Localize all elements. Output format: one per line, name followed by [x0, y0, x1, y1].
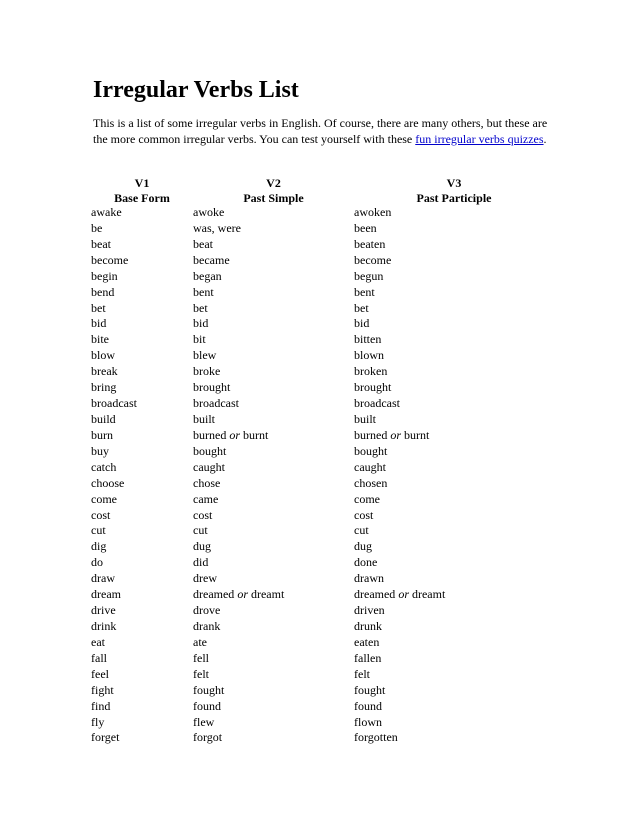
base-form-cell: find	[91, 698, 111, 713]
base-form-cell: awake	[91, 205, 122, 219]
table-row	[91, 332, 564, 348]
past-simple-cell: broadcast	[193, 396, 239, 411]
table-row	[91, 635, 564, 651]
table-row	[91, 555, 564, 571]
table-row	[91, 667, 564, 683]
base-form-cell: cost	[91, 507, 111, 522]
past-simple-cell: bit	[193, 332, 206, 347]
past-participle-cell: been	[354, 220, 377, 235]
base-form-cell: begin	[91, 268, 118, 283]
past-participle-cell: caught	[354, 459, 386, 474]
column-header-v1	[91, 176, 193, 205]
base-form-cell: draw	[91, 571, 115, 586]
table-row	[91, 237, 564, 253]
base-form-cell: fight	[91, 682, 114, 697]
past-participle-cell: broadcast	[354, 396, 400, 411]
past-simple-cell: bought	[193, 443, 227, 458]
past-simple-cell: chose	[193, 475, 221, 490]
past-participle-cell: flown	[354, 714, 382, 729]
past-participle-cell: cost	[354, 507, 374, 522]
table-row	[91, 269, 564, 285]
past-simple-cell: broke	[193, 364, 221, 379]
table-row	[91, 221, 564, 237]
past-simple-cell: bent	[193, 284, 214, 299]
past-simple-cell: caught	[193, 459, 225, 474]
base-form-cell: come	[91, 491, 117, 506]
table-row	[91, 699, 564, 715]
base-form-cell: be	[91, 220, 103, 235]
table-row	[91, 428, 564, 444]
past-simple-cell: brought	[193, 380, 231, 395]
past-participle-cell: dreamed or dreamt	[354, 587, 446, 602]
quiz-link[interactable]: fun irregular verbs quizzes	[415, 131, 544, 146]
base-form-cell: dream	[91, 587, 121, 602]
table-row	[91, 444, 564, 460]
past-simple-cell: bet	[193, 300, 208, 315]
column-code: V3	[446, 176, 462, 190]
base-form-cell: drive	[91, 603, 116, 618]
past-participle-cell: felt	[354, 666, 370, 681]
past-participle-cell: built	[354, 411, 377, 426]
table-row	[91, 380, 564, 396]
base-form-cell: eat	[91, 634, 105, 649]
past-simple-cell: began	[193, 268, 222, 283]
past-participle-cell: become	[354, 252, 392, 267]
table-row	[91, 253, 564, 269]
page-title: Irregular Verbs List	[93, 77, 299, 103]
base-form-cell: dig	[91, 539, 107, 554]
past-simple-cell: fought	[193, 682, 225, 697]
past-participle-cell: come	[354, 491, 380, 506]
past-simple-cell: drank	[193, 618, 221, 633]
past-simple-cell: blew	[193, 348, 217, 363]
past-participle-cell: begun	[354, 268, 384, 283]
base-form-cell: drink	[91, 618, 117, 633]
verbs-table	[91, 176, 564, 746]
past-simple-cell: felt	[193, 666, 209, 681]
column-label: Past Simple	[243, 190, 304, 205]
past-simple-cell: became	[193, 252, 230, 267]
past-simple-cell: came	[193, 491, 219, 506]
past-simple-cell: cost	[193, 507, 213, 522]
base-form-cell: feel	[91, 666, 109, 681]
base-form-cell: build	[91, 411, 116, 426]
past-participle-cell: forgotten	[354, 730, 398, 745]
table-row	[91, 460, 564, 476]
column-header-v2	[193, 176, 354, 205]
column-label: Past Participle	[416, 190, 492, 205]
table-row	[91, 730, 564, 746]
base-form-cell: become	[91, 252, 129, 267]
past-simple-cell: drew	[193, 571, 217, 586]
base-form-cell: choose	[91, 475, 125, 490]
table-row	[91, 523, 564, 539]
table-row	[91, 396, 564, 412]
base-form-cell: bid	[91, 316, 107, 331]
base-form-cell: bend	[91, 284, 115, 299]
past-simple-cell: flew	[193, 714, 215, 729]
base-form-cell: blow	[91, 348, 115, 363]
past-participle-cell: bitten	[354, 332, 382, 347]
past-simple-cell: burned or burnt	[193, 427, 269, 442]
table-row	[91, 476, 564, 492]
table-row	[91, 683, 564, 699]
past-participle-cell: chosen	[354, 475, 388, 490]
base-form-cell: burn	[91, 427, 113, 442]
past-participle-cell: cut	[354, 523, 369, 538]
past-participle-cell: broken	[354, 364, 388, 379]
past-participle-cell: eaten	[354, 634, 380, 649]
past-simple-cell: drove	[193, 603, 221, 618]
base-form-cell: catch	[91, 459, 117, 474]
past-participle-cell: beaten	[354, 236, 386, 251]
past-simple-cell: did	[193, 555, 209, 570]
base-form-cell: fall	[91, 650, 107, 665]
table-row	[91, 715, 564, 731]
base-form-cell: beat	[91, 236, 111, 251]
past-simple-cell: cut	[193, 523, 208, 538]
past-simple-cell: beat	[193, 236, 213, 251]
past-participle-cell: awoken	[354, 205, 392, 219]
table-row	[91, 492, 564, 508]
column-code: V2	[266, 176, 281, 190]
table-row	[91, 603, 564, 619]
past-participle-cell: drunk	[354, 618, 382, 633]
table-row	[91, 316, 564, 332]
base-form-cell: cut	[91, 523, 106, 538]
past-participle-cell: bid	[354, 316, 370, 331]
past-participle-cell: brought	[354, 380, 392, 395]
past-participle-cell: dug	[354, 539, 372, 554]
past-simple-cell: was, were	[193, 220, 241, 235]
base-form-cell: bet	[91, 300, 106, 315]
past-participle-cell: fought	[354, 682, 386, 697]
past-participle-cell: fallen	[354, 650, 382, 665]
intro-text: This is a list of some irregular verbs in English. Of course, there are many others, but these are the more common irregular verbs. You can test yourself with these	[93, 116, 548, 146]
column-label: Base Form	[114, 190, 170, 205]
table-row	[91, 205, 564, 221]
past-simple-cell: dreamed or dreamt	[193, 587, 285, 602]
table-row	[91, 587, 564, 603]
past-simple-cell: built	[193, 411, 216, 426]
intro-period: .	[543, 131, 547, 146]
past-simple-cell: bid	[193, 316, 209, 331]
base-form-cell: do	[91, 555, 103, 570]
past-simple-cell: fell	[193, 650, 209, 665]
past-simple-cell: found	[193, 698, 221, 713]
past-participle-cell: bent	[354, 284, 375, 299]
past-participle-cell: done	[354, 555, 378, 570]
column-header-v3	[354, 176, 564, 205]
base-form-cell: broadcast	[91, 396, 137, 411]
base-form-cell: bite	[91, 332, 109, 347]
past-simple-cell: ate	[193, 634, 207, 649]
table-row	[91, 539, 564, 555]
intro-paragraph	[93, 116, 563, 147]
table-row	[91, 412, 564, 428]
past-participle-cell: driven	[354, 603, 385, 618]
column-code: V1	[134, 176, 150, 190]
header-row	[91, 176, 564, 205]
table-row	[91, 364, 564, 380]
past-simple-cell: dug	[193, 539, 211, 554]
table-row	[91, 508, 564, 524]
table-row	[91, 571, 564, 587]
past-participle-cell: drawn	[354, 571, 384, 586]
table-row	[91, 348, 564, 364]
past-simple-cell: forgot	[193, 730, 223, 745]
past-participle-cell: found	[354, 698, 382, 713]
verb-rows	[91, 205, 564, 746]
base-form-cell: break	[91, 364, 118, 379]
base-form-cell: fly	[91, 714, 105, 729]
past-participle-cell: blown	[354, 348, 384, 363]
base-form-cell: forget	[91, 730, 120, 745]
table-row	[91, 301, 564, 317]
table-row	[91, 285, 564, 301]
past-participle-cell: bought	[354, 443, 388, 458]
table-row	[91, 619, 564, 635]
past-participle-cell: bet	[354, 300, 369, 315]
past-participle-cell: burned or burnt	[354, 427, 430, 442]
base-form-cell: buy	[91, 443, 109, 458]
table-row	[91, 651, 564, 667]
past-simple-cell: awoke	[193, 205, 225, 219]
base-form-cell: bring	[91, 380, 117, 395]
